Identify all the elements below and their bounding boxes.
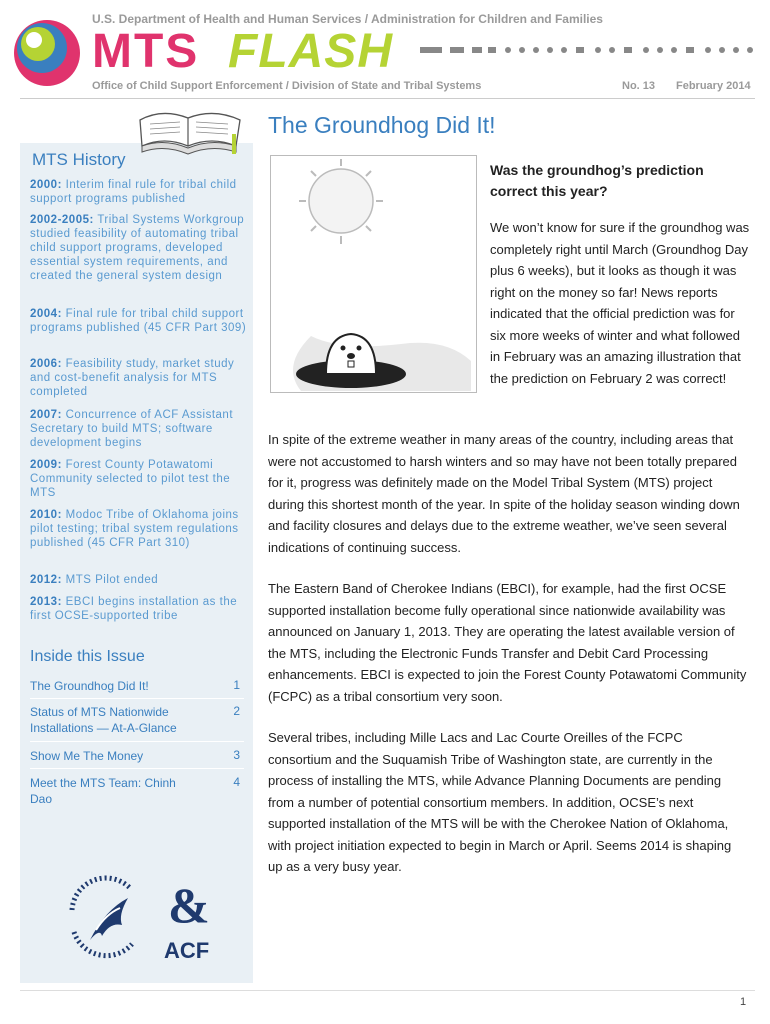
history-entry-2013: [30, 595, 248, 623]
history-year: 2013:: [30, 596, 62, 608]
history-entry-2012: [30, 573, 248, 587]
history-text: Interim final rule for tribal child support programs published: [30, 179, 237, 205]
masthead-flash: FLASH: [228, 25, 393, 78]
history-text: Tribal Systems Workgroup studied feasibility of automating tribal child support programs, developed essential system requirements, and created the general system design: [30, 214, 245, 282]
history-text: EBCI begins installation as the first OCSE-supported tribe: [30, 596, 238, 622]
toc-page-number: 2: [233, 704, 240, 718]
history-year: 2012:: [30, 574, 62, 586]
acf-label: ACF: [164, 938, 210, 963]
masthead-mts: MTS: [92, 25, 200, 78]
history-entry-2010: [30, 508, 248, 550]
history-text: Concurrence of ACF Assistant Secretary to build MTS; software development begins: [30, 409, 234, 449]
history-entry-2000: [30, 178, 248, 206]
article-paragraph-3: Several tribes, including Mille Lacs and Lac Courte Oreilles of the FCPC consortium and the Suquamish Tribe of Washington state, are currently in the process of installing the MTS, while Advance Planning Documents are pending from a number of potential consortium members. In addition, OCSE’s next supported installation of the MTS will be with the Cherokee Nation of Oklahoma, with project initiation expected to begin in March or April. Seems 2014 is shaping up as a very busy year.: [268, 730, 732, 874]
history-text: Final rule for tribal child support programs published (45 CFR Part 309): [30, 308, 247, 334]
issue-date: February 2014: [676, 80, 751, 92]
history-text: Forest County Potawatomi Community selected to pilot test the MTS: [30, 459, 231, 499]
footer-divider: [20, 990, 755, 991]
toc-divider: [30, 741, 244, 742]
toc-item-team[interactable]: Meet the MTS Team: Chinh Dao: [30, 776, 176, 806]
open-book-icon: [132, 100, 247, 160]
article-title: The Groundhog Did It!: [268, 112, 496, 138]
inside-issue-title: Inside this Issue: [30, 648, 145, 665]
history-year: 2004:: [30, 308, 62, 320]
groundhog-illustration: [270, 155, 477, 393]
acf-logo-icon: [164, 877, 210, 963]
office-line: Office of Child Support Enforcement / Division of State and Tribal Systems: [92, 80, 482, 92]
article-paragraph-2: The Eastern Band of Cherokee Indians (EBCI), for example, had the first OCSE supported installation become fully operational since nationwide availability was announced on January 1, 2013. They are operating the latest available version of the MTS, including the Electronic Funds Transfer and Debit Card Processing enhancements. EBCI is expected to join the Forest County Potawatomi Community (FCPC) as a tribal consortium very soon.: [268, 581, 747, 704]
history-entry-2009: [30, 458, 248, 500]
article-question: Was the groundhog’s prediction correct this year?: [490, 162, 704, 199]
logo-circles-icon: [12, 18, 82, 88]
toc-page-number: 3: [233, 748, 240, 762]
history-entry-2007: [30, 408, 248, 450]
history-text: Feasibility study, market study and cost-benefit analysis for MTS completed: [30, 358, 235, 398]
history-text: Modoc Tribe of Oklahoma joins pilot testing; tribal system regulations published (45 CFR Part 310): [30, 509, 239, 549]
side-paragraph: We won’t know for sure if the groundhog was completely right until March (Groundhog Day plus 6 weeks), but it looks as though it was right on the money so far! News reports indicated that the official prediction was for six more weeks of winter and what followed in February was an amazing illustration that the prediction on February 2 was correct!: [490, 220, 750, 386]
header-divider: [20, 98, 755, 99]
hhs-seal-icon: [65, 878, 145, 958]
toc-item-status[interactable]: Status of MTS Nationwide Installations — At-A-Glance: [30, 705, 177, 735]
history-year: 2010:: [30, 509, 62, 521]
history-entry-2002: [30, 213, 248, 283]
toc-page-number: 4: [233, 775, 240, 789]
page-number: 1: [740, 996, 747, 1008]
decorative-dots-bar: [420, 44, 755, 56]
history-text: MTS Pilot ended: [65, 574, 159, 586]
toc-divider: [30, 768, 244, 769]
department-line: U.S. Department of Health and Human Services / Administration for Children and Families: [92, 12, 603, 26]
history-year: 2006:: [30, 358, 62, 370]
toc-item-groundhog[interactable]: The Groundhog Did It!: [30, 679, 149, 693]
svg-text:&: &: [168, 877, 210, 933]
hhs-acf-logos: [60, 870, 220, 965]
toc-page-number: 1: [233, 678, 240, 692]
history-year: 2000:: [30, 179, 62, 191]
history-entry-2006: [30, 357, 248, 399]
history-year: 2002-2005:: [30, 214, 94, 226]
history-year: 2007:: [30, 409, 62, 421]
groundhog-sun-icon: [271, 156, 476, 392]
history-year: 2009:: [30, 459, 62, 471]
article-paragraph-1: In spite of the extreme weather in many areas of the country, including areas that were not accustomed to harsh winters and so may have not been totally prepared for it, progress was definitely made on the Model Tribal System (MTS) project during this shortest month of the year. In spite of the holiday season winding down and facility closures and delays due to the extreme weather, we’ve seen several indications of continuing success.: [268, 432, 740, 555]
toc-divider: [30, 698, 244, 699]
history-title: MTS History: [32, 150, 126, 169]
issue-number: No. 13: [622, 80, 656, 92]
toc-item-money[interactable]: Show Me The Money: [30, 749, 144, 763]
history-entry-2004: [30, 307, 248, 335]
